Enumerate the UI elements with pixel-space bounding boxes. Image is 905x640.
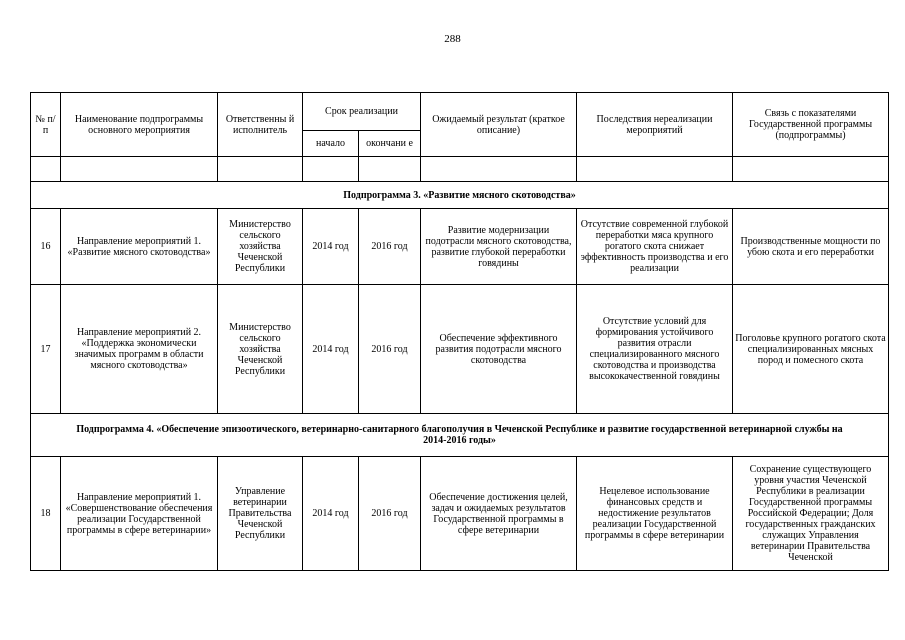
subprogram-row (31, 414, 889, 457)
table-row (31, 285, 889, 414)
row-start: 2014 год (303, 285, 359, 414)
row-consequences: Отсутствие условий для формирования устойчивого развития отрасли специализированного мясного скотоводства и производства высококачественной говядины (577, 285, 733, 414)
header-link: Связь с показателями Государственной программы (подпрограммы) (733, 93, 889, 157)
row-num: 16 (31, 209, 61, 285)
row-responsible: Министерство сельского хозяйства Чеченской Республики (218, 209, 303, 285)
header-start: начало (303, 131, 359, 157)
row-end: 2016 год (359, 457, 421, 571)
table-row (31, 209, 889, 285)
empty-cell (577, 157, 733, 182)
row-end: 2016 год (359, 209, 421, 285)
empty-cell (303, 157, 359, 182)
header-num: № п/п (31, 93, 61, 157)
header-expected: Ожидаемый результат (краткое описание) (421, 93, 577, 157)
row-name: Направление мероприятий 1. «Развитие мясного скотоводства» (61, 209, 218, 285)
empty-cell (31, 157, 61, 182)
header-row (31, 93, 889, 131)
row-link: Производственные мощности по убою скота и его переработки (733, 209, 889, 285)
empty-cell (218, 157, 303, 182)
row-start: 2014 год (303, 209, 359, 285)
subprogram-3-title: Подпрограмма 3. «Развитие мясного скотоводства» (31, 182, 889, 209)
row-link: Сохранение существующего уровня участия Чеченской Республики в реализации Государственной программы Российской Федерации; Доля государственных гражданских служащих Управления ветеринарии Правительства Чеченской (733, 457, 889, 571)
row-link: Поголовье крупного рогатого скота специализированных мясных пород и помесного скота (733, 285, 889, 414)
row-end: 2016 год (359, 285, 421, 414)
row-expected: Обеспечение эффективного развития подотрасли мясного скотоводства (421, 285, 577, 414)
empty-cell (359, 157, 421, 182)
row-num: 17 (31, 285, 61, 414)
row-responsible: Министерство сельского хозяйства Чеченской Республики (218, 285, 303, 414)
row-start: 2014 год (303, 457, 359, 571)
row-consequences: Нецелевое использование финансовых средств и недостижение результатов реализации Государственной программы в сфере ветеринарии (577, 457, 733, 571)
row-consequences: Отсутствие современной глубокой переработки мяса крупного рогатого скота снижает эффективность производства и его реализации (577, 209, 733, 285)
row-num: 18 (31, 457, 61, 571)
header-end: окончани е (359, 131, 421, 157)
subprogram-row (31, 182, 889, 209)
page-number: 288 (444, 33, 461, 45)
empty-cell (733, 157, 889, 182)
header-consequences: Последствия нереализации мероприятий (577, 93, 733, 157)
empty-cell (421, 157, 577, 182)
empty-row (31, 157, 889, 182)
row-name: Направление мероприятий 1. «Совершенствование обеспечения реализации Государственной программы в сфере ветеринарии» (61, 457, 218, 571)
row-expected: Обеспечение достижения целей, задач и ожидаемых результатов Государственной программы в сфере ветеринарии (421, 457, 577, 571)
measures-table (30, 92, 889, 571)
row-expected: Развитие модернизации подотрасли мясного скотоводства, развитие глубокой переработки говядины (421, 209, 577, 285)
row-name: Направление мероприятий 2. «Поддержка экономически значимых программ в области мясного скотоводства» (61, 285, 218, 414)
header-period: Срок реализации (303, 93, 421, 131)
row-responsible: Управление ветеринарии Правительства Чеченской Республики (218, 457, 303, 571)
subprogram-4-title: Подпрограмма 4. «Обеспечение эпизоотического, ветеринарно-санитарного благополучия в Чеченской Республике и развитие государственной ветеринарной службы на 2014-2016 годы» (31, 414, 889, 457)
table-row (31, 457, 889, 571)
header-responsible: Ответственны й исполнитель (218, 93, 303, 157)
empty-cell (61, 157, 218, 182)
header-name: Наименование подпрограммы основного мероприятия (61, 93, 218, 157)
